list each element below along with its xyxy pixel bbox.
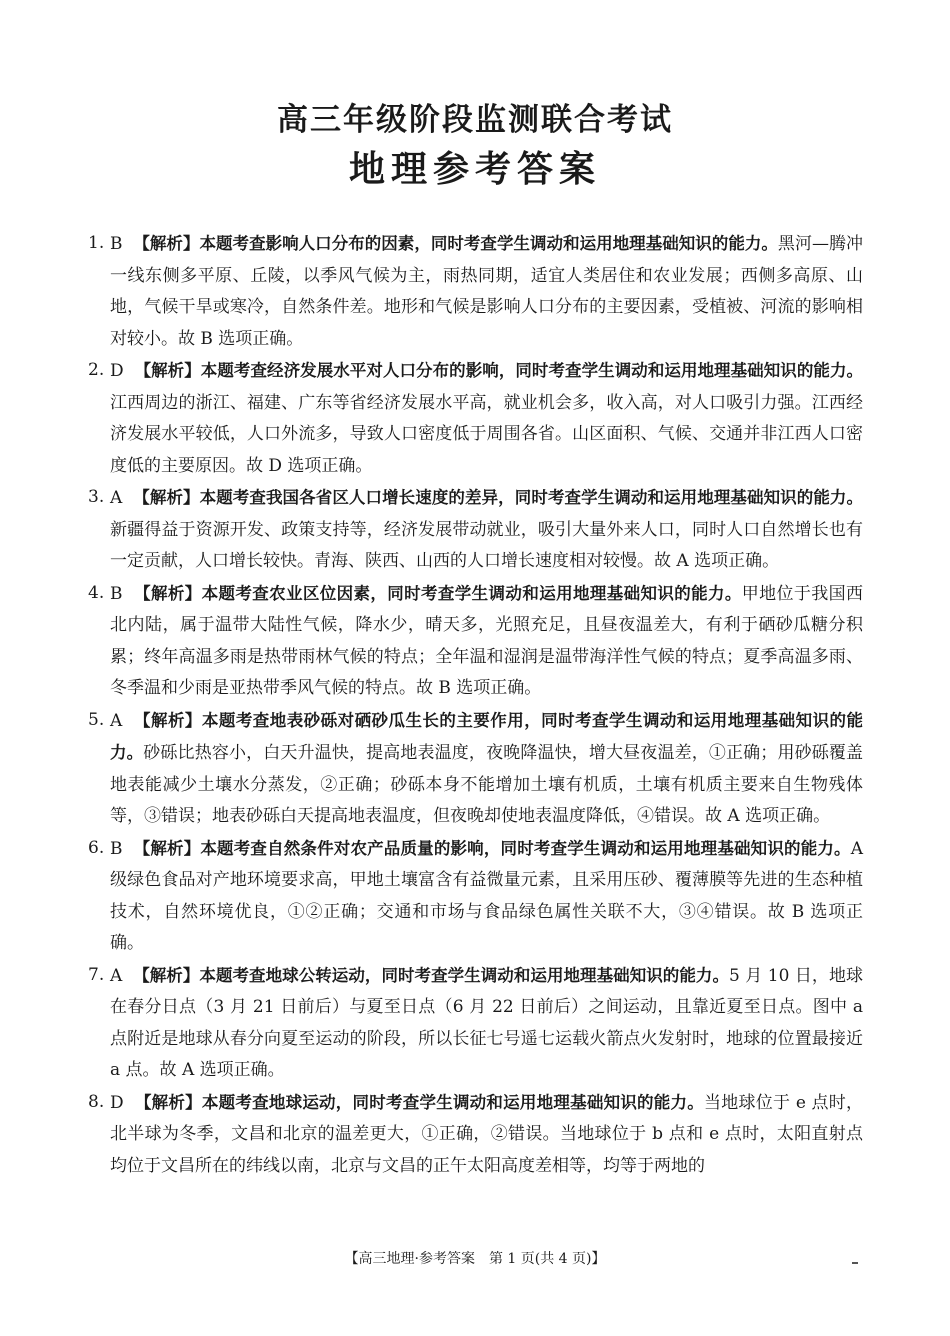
- question-number: 5.: [88, 709, 105, 730]
- analysis-tag: 【解析】: [133, 488, 200, 507]
- answer-item-6: [88, 833, 863, 960]
- answer-letter: D: [110, 361, 124, 381]
- question-number: 1.: [88, 233, 105, 253]
- answer-letter: A: [110, 710, 123, 731]
- answer-letter: A: [110, 488, 123, 508]
- answer-item-5: [88, 705, 863, 833]
- analysis-lead: 本题考查地表砂砾对硒砂瓜生长的主要作用，同时考查学生调动和运用地理基础知识的能力。: [110, 710, 864, 762]
- corner-mark: [852, 1262, 858, 1264]
- answer-letter: B: [110, 583, 123, 604]
- analysis-body: 甲地位于我国西北内陆，属于温带大陆性气候，降水少，晴天多，光照充足，且昼夜温差大，有利于硒砂瓜糖分积累；终年高温多雨是热带雨林气候的特点；全年温和湿润是温带海洋性气候的特点；夏季高温多雨、冬季温和少雨是亚热带季风气候的特点。故 B 选项正确。: [110, 583, 864, 698]
- question-number: 6.: [88, 837, 105, 858]
- answer-item-8: [88, 1087, 863, 1183]
- analysis-lead: 本题考查自然条件对农产品质量的影响，同时考查学生调动和运用地理基础知识的能力。: [200, 838, 851, 858]
- analysis-tag: 【解析】: [133, 965, 200, 985]
- analysis-body: 5 月 10 日，地球在春分日点（3 月 21 日前后）与夏至日点（6 月 22 日前后）之间运动，且靠近夏至日点。图中 a 点附近是地球从春分向夏至运动的阶段，所以长征七号遥七运载火箭点火发射时，地球的位置最接近 a 点。故 A 选项正确。: [110, 965, 864, 1080]
- analysis-lead: 本题考查影响人口分布的因素，同时考查学生调动和运用地理基础知识的能力。: [199, 234, 778, 253]
- answer-letter: B: [110, 234, 123, 254]
- analysis-body: A 级绿色食品对产地环境要求高，甲地土壤富含有益微量元素，且采用压砂、覆薄膜等先进的生态种植技术，自然环境优良，①②正确；交通和市场与食品绿色属性关联不大，③④错误。故 B 选项正确。: [110, 838, 864, 953]
- analysis-tag: 【解析】: [133, 234, 200, 253]
- answer-letter: B: [110, 838, 123, 859]
- analysis-lead: 本题考查经济发展水平对人口分布的影响，同时考查学生调动和运用地理基础知识的能力。: [200, 361, 864, 380]
- question-number: 8.: [88, 1091, 105, 1112]
- analysis-body: 当地球位于 e 点时，北半球为冬季，文昌和北京的温差更大，①正确，②错误。当地球位于 b 点和 e 点时，太阳直射点均位于文昌所在的纬线以南，北京与文昌的正午太阳高度差相等，均等于两地的: [110, 1092, 864, 1176]
- exam-title: 高三年级阶段监测联合考试: [277, 102, 673, 138]
- answer-item-4: [88, 578, 863, 705]
- analysis-tag: 【解析】: [134, 1092, 202, 1112]
- answer-item-7: [88, 960, 863, 1087]
- answer-list: [88, 228, 863, 1182]
- analysis-lead: 本题考查我国各省区人口增长速度的差异，同时考查学生调动和运用地理基础知识的能力。: [199, 488, 864, 507]
- answer-item-3: [88, 482, 863, 578]
- answer-letter: A: [110, 965, 123, 986]
- question-number: 4.: [88, 582, 105, 603]
- analysis-tag: 【解析】: [133, 838, 201, 858]
- analysis-tag: 【解析】: [134, 710, 202, 730]
- analysis-body: 砂砾比热容小，白天升温快，提高地表温度，夜晚降温快，增大昼夜温差，①正确；用砂砾覆盖地表能减少土壤水分蒸发，②正确；砂砾本身不能增加土壤有机质，土壤有机质主要来自生物残体等，③错误；地表砂砾白天提高地表温度，但夜晚却使地表温度降低，④错误。故 A 选项正确。: [110, 743, 864, 826]
- analysis-lead: 本题考查地球运动，同时考查学生调动和运用地理基础知识的能力。: [201, 1092, 705, 1112]
- analysis-body: 新疆得益于资源开发、政策支持等，经济发展带动就业，吸引大量外来人口，同时人口自然增长也有一定贡献，人口增长较快。青海、陕西、山西的人口增长速度相对较慢。故 A 选项正确。: [110, 519, 863, 571]
- answer-item-1: [88, 228, 863, 355]
- answer-item-2: [88, 355, 863, 482]
- analysis-lead: 本题考查地球公转运动，同时考查学生调动和运用地理基础知识的能力。: [199, 965, 729, 985]
- analysis-tag: 【解析】: [134, 583, 202, 603]
- analysis-tag: 【解析】: [134, 361, 201, 380]
- question-number: 3.: [88, 487, 105, 507]
- analysis-body: 江西周边的浙江、福建、广东等省经济发展水平高，就业机会多，收入高，对人口吸引力强。江西经济发展水平较低，人口外流多，导致人口密度低于周围各省。山区面积、气候、交通并非江西人口密度低的主要原因。故 D 选项正确。: [110, 392, 863, 476]
- question-number: 2.: [88, 360, 105, 380]
- question-number: 7.: [88, 964, 105, 985]
- answer-letter: D: [110, 1092, 124, 1113]
- page-footer: 【高三地理·参考答案 第 1 页(共 4 页)】: [344, 1251, 606, 1267]
- analysis-body: 黑河—腾冲一线东侧多平原、丘陵，以季风气候为主，雨热同期，适宜人类居住和农业发展；西侧多高原、山地，气候干旱或寒冷，自然条件差。地形和气候是影响人口分布的主要因素，受植被、河流的影响相对较小。故 B 选项正确。: [110, 234, 864, 349]
- analysis-lead: 本题考查农业区位因素，同时考查学生调动和运用地理基础知识的能力。: [201, 583, 742, 603]
- answer-key-title: 地理参考答案: [348, 149, 601, 190]
